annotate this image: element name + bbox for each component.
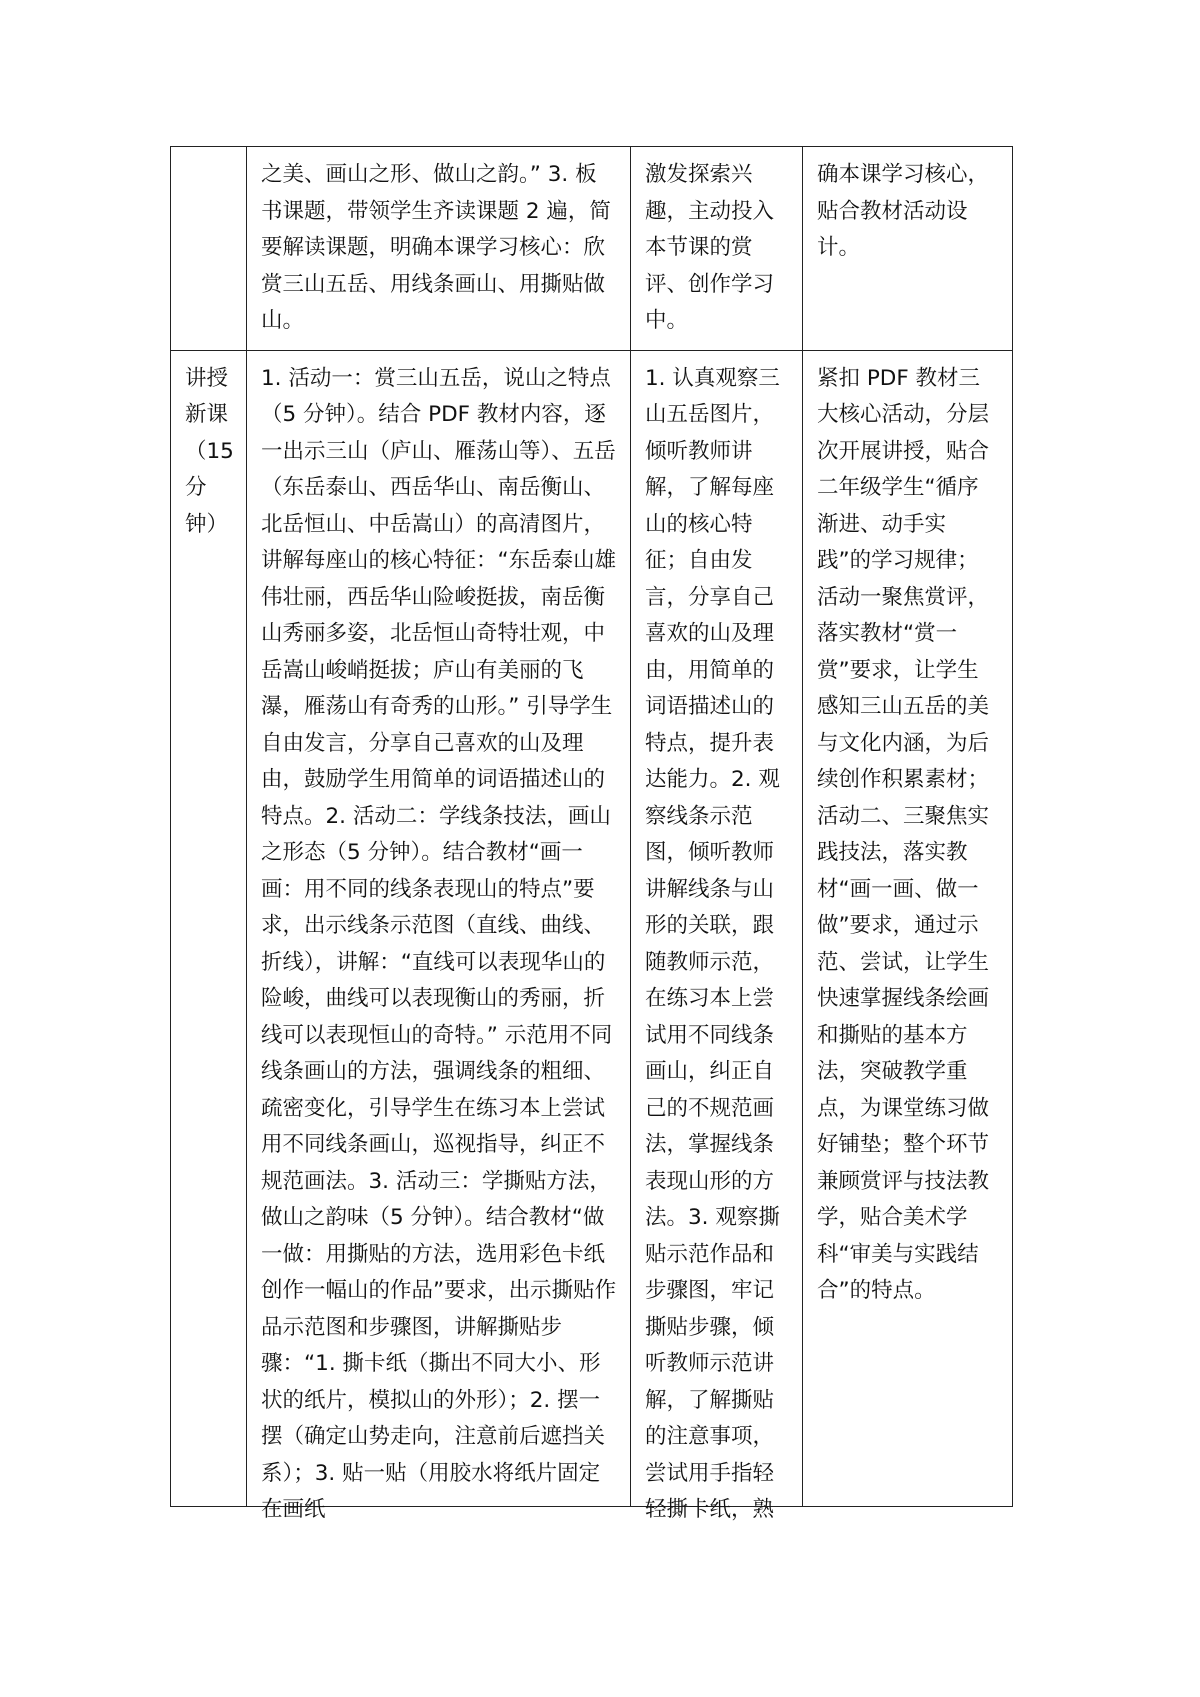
stage-text: 讲授新课（15 分钟） (185, 365, 234, 537)
design-intent-text: 紧扣 PDF 教材三大核心活动，分层次开展讲授，贴合二年级学生“循序渐进、动手实践”的学习规律；活动一聚焦赏评，落实教材“赏一赏”要求，让学生感知三山五岳的美与文化内涵，为后续创作积累素材；活动二、三聚焦实践技法，落实教材“画一画、做一做”要求，通过示范、尝试，让学生快速掌握线条绘画和撕贴的基本方法，突破教学重点，为课堂练习做好铺垫；整个环节兼顾赏评与技法教学，贴合美术学科“审美与实践结合”的特点。 (817, 365, 990, 1303)
design-intent-cell (803, 350, 1013, 1506)
table-row (171, 147, 1013, 351)
student-activity-text: 1. 认真观察三山五岳图片，倾听教师讲解，了解每座山的核心特征；自由发言，分享自己喜欢的山及理由，用简单的词语描述山的特点，提升表达能力。2. 观察线条示范图，倾听教师讲解线条与山形的关联，跟随教师示范，在练习本上尝试用不同线条画山，纠正自己的不规范画法，掌握线条表现山形的方法。3. 观察撕贴示范作品和步骤图，牢记撕贴步骤，倾听教师示范讲解，了解撕贴的注意事项，尝试用手指轻轻撕卡纸，熟 (645, 365, 780, 1522)
stage-cell (171, 147, 247, 351)
stage-cell (171, 350, 247, 1506)
design-intent-cell: 确本课学习核心，贴合教材活动设计。 (803, 147, 1013, 351)
teacher-activity-cell: 之美、画山之形、做山之韵。” 3. 板书课题，带领学生齐读课题 2 遍，简要解读课题，明确本课学习核心：欣赏三山五岳、用线条画山、用撕贴做山。 (247, 147, 631, 351)
student-activity-cell: 激发探索兴趣，主动投入本节课的赏评、创作学习中。 (631, 147, 803, 351)
table-row (171, 350, 1013, 1506)
teacher-activity-text: 1. 活动一：赏三山五岳，说山之特点（5 分钟）。结合 PDF 教材内容，逐一出示三山（庐山、雁荡山等）、五岳（东岳泰山、西岳华山、南岳衡山、北岳恒山、中岳嵩山）的高清图片，讲解每座山的核心特征：“东岳泰山雄伟壮丽，西岳华山险峻挺拔，南岳衡山秀丽多姿，北岳恒山奇特壮观，中岳嵩山峻峭挺拔；庐山有美丽的飞瀑，雁荡山有奇秀的山形。” 引导学生自由发言，分享自己喜欢的山及理由，鼓励学生用简单的词语描述山的特点。2. 活动二：学线条技法，画山之形态（5 分钟）。结合教材“画一画：用不同的线条表现山的特点”要求，出示线条示范图（直线、曲线、折线），讲解：“直线可以表现华山的险峻，曲线可以表现衡山的秀丽，折线可以表现恒山的奇特。” 示范用不同线条画山的方法，强调线条的粗细、疏密变化，引导学生在练习本上尝试用不同线条画山，巡视指导，纠正不规范画法。3. 活动三：学撕贴方法，做山之韵味（5 分钟）。结合教材“做一做：用撕贴的方法，选用彩色卡纸创作一幅山的作品”要求，出示撕贴作品示范图和步骤图，讲解撕贴步骤：“1. 撕卡纸（撕出不同大小、形状的纸片，模拟山的外形）；2. 摆一摆（确定山势走向，注意前后遮挡关系）；3. 贴一贴（用胶水将纸片固定在画纸 (261, 365, 617, 1522)
student-activity-cell (631, 350, 803, 1522)
teacher-activity-cell (247, 350, 631, 1522)
lesson-plan-table (170, 146, 1013, 1522)
